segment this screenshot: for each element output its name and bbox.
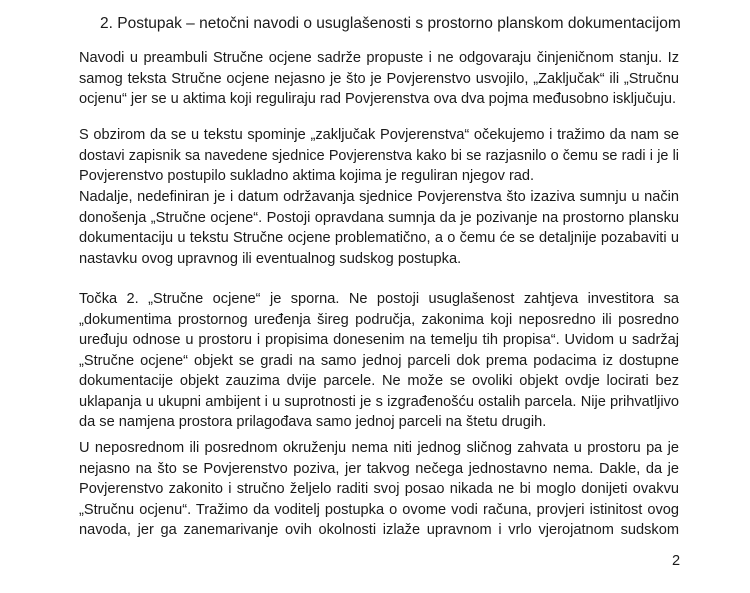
text-line: nejasno na što se Povjerenstvo poziva, jer takvog nečega jednostavno nema. Dakle, da je [79, 460, 679, 477]
text-line: Povjerenstvo postupilo sukladno aktima kojima je reguliran njegov rad. [79, 168, 535, 184]
text-line: Točka 2. „Stručne ocjene“ je sporna. Ne postoji usuglašenost zahtjeva investitora sa [79, 291, 679, 307]
text-line: Navodi u preambuli Stručne ocjene sadrže propuste i ne odgovaraju činjeničnom stanju. Iz [79, 50, 679, 66]
text-line: dostavi zapisnik sa navedene sjednice Povjerenstva kako bi se razjasnilo o čemu se radi i je li [79, 147, 679, 164]
text-line: samog teksta Stručne ocjene nejasno je što je Povjerenstvo usvojilo, „Zaključak“ ili „Stručnu [79, 70, 679, 87]
text-line: uređuju odnose u prostoru i propisima donesenim na temelju tih propisa“. Uvidom u sadržaj [79, 332, 679, 348]
text-line: U neposrednom ili posrednom okruženju nema niti jednog sličnog zahvata u prostoru pa je [79, 440, 679, 456]
text-line: uklapanja u ukupni ambijent i u suprotnosti je s izgrađenošću ostalih parcela. Nije prihvatljivo [79, 393, 679, 410]
text-line: „Stručne ocjene“ objekt se gradi na samo jednoj parceli dok prema podacima iz dostupne [79, 352, 679, 369]
text-line: „Stručnu ocjenu“. Tražimo da voditelj postupka o ovome vodi računa, provjeri istinitost ovog [79, 501, 679, 518]
paragraph [79, 48, 679, 110]
text-line: donošenja „Stručne ocjene“. Postoji opravdana sumnja da je pozivanje na prostorno plansku [79, 209, 679, 226]
text-line: S obzirom da se u tekstu spominje „zaključak Povjerenstva“ očekujemo i tražimo da nam se [79, 127, 679, 143]
text-line: Povjerenstvo zakonito i stručno željelo raditi svoj posao nikada ne bi moglo donijeti ovakvu [79, 481, 679, 497]
section-heading: 2. Postupak – netočni navodi o usuglašenosti s prostorno planskom dokumentacijom [100, 15, 681, 32]
paragraph [79, 289, 679, 433]
text-line: navoda, jer ga zanemarivanje ovih okolnosti izlaže upravnom i vrlo vjerojatnom sudskom [79, 522, 679, 538]
paragraph [79, 438, 679, 541]
text-line: ocjenu“ jer se u aktima koji reguliraju rad Povjerenstva ova dva pojma međusobno isključuju. [79, 91, 677, 107]
text-line: dokumentacije objekt zauzima dvije parcele. Ne može se ovoliki objekt ovdje locirati bez [79, 373, 679, 389]
text-line: nastavku ovog upravnog ili eventualnog sudskog postupka. [79, 250, 462, 267]
text-line: „dokumentima prostornog uređenja šireg područja, zakonima koji neposredno ili posredno [79, 311, 679, 328]
text-line: dokumentaciju u tekstu Stručne ocjene problematično, a o čemu će se detaljnije pozabaviti u [79, 230, 679, 246]
paragraph [79, 125, 679, 187]
page-number: 2 [672, 553, 681, 569]
paragraph [79, 187, 679, 269]
text-line: da se namjena prostora prilagođava samo jednoj parceli na štetu drugih. [79, 414, 547, 430]
text-line: Nadalje, nedefiniran je i datum održavanja sjednice Povjerenstva što izaziva sumnju u način [79, 189, 679, 205]
